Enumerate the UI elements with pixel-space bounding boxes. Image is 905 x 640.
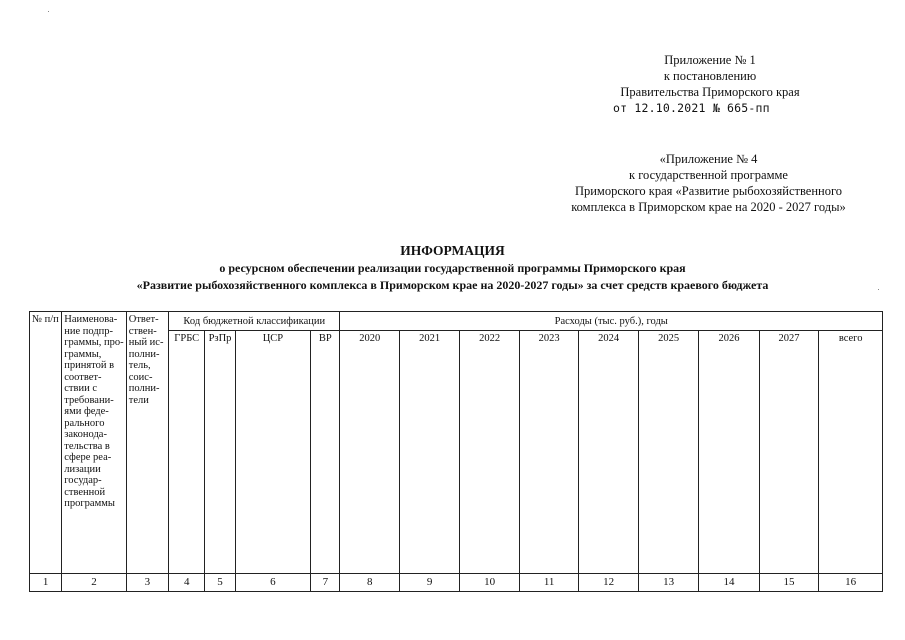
appendix-4-line-2: к государственной программе xyxy=(629,168,788,182)
column-number: 7 xyxy=(311,574,340,592)
column-number: 3 xyxy=(126,574,168,592)
header-year-2027: 2027 xyxy=(759,331,818,574)
resolution-date-number: от 12.10.2021 № 665-пп xyxy=(613,101,770,115)
appendix-4-line-4: комплекса в Приморском крае на 2020 - 2027 годы» xyxy=(571,200,846,214)
column-numbers-row xyxy=(30,574,883,592)
header-year-2021: 2021 xyxy=(399,331,459,574)
column-number: 15 xyxy=(759,574,818,592)
column-number: 11 xyxy=(519,574,578,592)
header-expenses: Расходы (тыс. руб.), годы xyxy=(340,312,883,331)
appendix-4-line-3: Приморского края «Развитие рыбохозяйственного xyxy=(574,184,843,198)
column-number: 1 xyxy=(30,574,62,592)
header-budget-classification: Код бюджетной классификации xyxy=(169,312,340,331)
header-year-2023: 2023 xyxy=(519,331,578,574)
column-number: 10 xyxy=(460,574,519,592)
header-csr: ЦСР xyxy=(235,331,311,574)
resource-table xyxy=(29,311,883,592)
header-year-2022: 2022 xyxy=(460,331,519,574)
column-number: 16 xyxy=(819,574,883,592)
appendix-1-line-2: к постановлению xyxy=(663,69,757,83)
column-number: 12 xyxy=(579,574,638,592)
column-number: 5 xyxy=(205,574,235,592)
header-year-2026: 2026 xyxy=(699,331,759,574)
header-total: всего xyxy=(819,331,883,574)
header-vr: ВР xyxy=(311,331,340,574)
document-subtitle-line-1: о ресурсном обеспечении реализации государственной программы Приморского края xyxy=(219,261,686,275)
column-number: 2 xyxy=(62,574,127,592)
header-year-2025: 2025 xyxy=(638,331,698,574)
column-number: 6 xyxy=(235,574,311,592)
scan-speck xyxy=(48,11,49,12)
appendix-1-line-1: Приложение № 1 xyxy=(664,53,756,67)
column-number: 14 xyxy=(699,574,759,592)
column-number: 8 xyxy=(340,574,399,592)
header-year-2024: 2024 xyxy=(579,331,638,574)
document-title: ИНФОРМАЦИЯ xyxy=(400,243,505,258)
column-number: 13 xyxy=(638,574,698,592)
header-grbs: ГРБС xyxy=(169,331,205,574)
header-number: № п/п xyxy=(30,312,62,574)
document-subtitle-line-2: «Развитие рыбохозяйственного комплекса в Приморском крае на 2020-2027 годы» за счет средств краевого бюджета xyxy=(136,278,769,292)
appendix-4-line-1: «Приложение № 4 xyxy=(659,152,758,166)
appendix-1-block xyxy=(575,52,845,116)
header-responsible: Ответ-ствен-ный ис-полни-тель, соис-полни-тели xyxy=(126,312,168,574)
appendix-1-line-3: Правительства Приморского края xyxy=(620,85,800,99)
column-number: 4 xyxy=(169,574,205,592)
column-number: 9 xyxy=(399,574,459,592)
appendix-4-block xyxy=(527,151,890,215)
header-year-2020: 2020 xyxy=(340,331,399,574)
header-rzpr: РзПр xyxy=(205,331,235,574)
header-program-name: Наименова-ние подпр-граммы, про-граммы, принятой в соответ-ствии с требовани-ями феде-рального законода-тельства в сфере реа-лизации государ-ственной программы xyxy=(62,312,127,574)
